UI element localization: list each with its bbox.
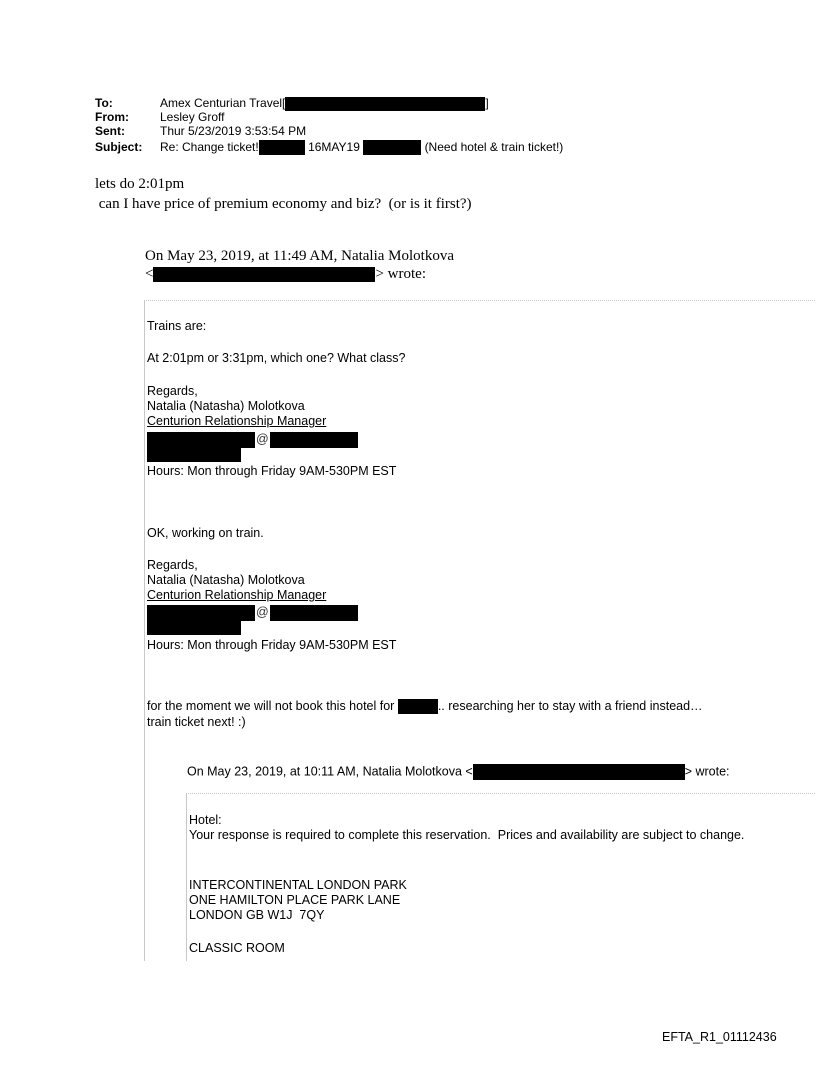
sig-hours: Hours: Mon through Friday 9AM-530PM EST <box>147 464 397 478</box>
redaction-block <box>259 140 305 155</box>
from-value: Lesley Groff <box>160 110 225 124</box>
sig-title: Centurion Relationship Manager <box>147 414 327 428</box>
hotel-note <box>147 699 703 714</box>
reply-line: can I have price of premium economy and biz? (or is it first?) <box>95 196 472 212</box>
room-type: CLASSIC ROOM <box>189 941 285 955</box>
hotel-address-line: ONE HAMILTON PLACE PARK LANE <box>189 893 401 907</box>
quote2-intro-b: > wrote: <box>684 764 730 779</box>
hotel-address <box>189 878 407 923</box>
sig-name: Natalia (Natasha) Molotkova <box>147 399 305 413</box>
from-label: From: <box>95 110 129 124</box>
hotel-block <box>189 813 744 843</box>
hotel-note-b: .. researching her to stay with a friend instead… <box>437 699 703 713</box>
redaction-block <box>285 97 485 111</box>
subject-part2: 16MAY19 <box>308 140 360 154</box>
reply-body <box>95 174 472 214</box>
signature-block <box>147 384 326 429</box>
quote1-intro-line: On May 23, 2019, at 11:49 AM, Natalia Molotkova <box>145 248 454 264</box>
bates-number: EFTA_R1_01112436 <box>662 1030 777 1044</box>
to-name: Amex Centurian Travel[ <box>160 96 286 110</box>
signature-block <box>147 558 326 603</box>
redaction-block <box>147 432 255 448</box>
sig-regards: Regards, <box>147 558 198 572</box>
redaction-block <box>363 140 421 155</box>
train-next: train ticket next! :) <box>147 715 246 729</box>
train-question: At 2:01pm or 3:31pm, which one? What class? <box>147 351 406 365</box>
redaction-block <box>270 605 358 621</box>
sig-hours: Hours: Mon through Friday 9AM-530PM EST <box>147 638 397 652</box>
to-close: ] <box>485 96 489 110</box>
sig-name: Natalia (Natasha) Molotkova <box>147 573 305 587</box>
redaction-block <box>147 448 241 462</box>
sig-at: @ <box>256 432 269 446</box>
redaction-block <box>473 764 685 780</box>
hotel-label: Hotel: <box>189 813 222 827</box>
quote1-wrote: > wrote: <box>375 266 426 282</box>
working-on-train: OK, working on train. <box>147 526 264 540</box>
redaction-block <box>153 267 375 282</box>
quote1-intro <box>145 247 454 283</box>
sent-label: Sent: <box>95 124 125 138</box>
quote1-lt: < <box>145 266 154 282</box>
redaction-block <box>270 432 358 448</box>
hotel-note-a: for the moment we will not book this hotel for <box>147 699 395 713</box>
subject-part1: Re: Change ticket! <box>160 140 259 154</box>
sig-title: Centurion Relationship Manager <box>147 588 327 602</box>
response-required: Your response is required to complete this reservation. Prices and availability are subject to change. <box>189 828 745 842</box>
hotel-name: INTERCONTINENTAL LONDON PARK <box>189 878 407 892</box>
reply-line: lets do 2:01pm <box>95 176 185 192</box>
sig-regards: Regards, <box>147 384 198 398</box>
trains-are: Trains are: <box>147 319 207 333</box>
subject-part3: (Need hotel & train ticket!) <box>424 140 564 154</box>
quote1-intro-line <box>145 265 454 283</box>
quote2-intro-a: On May 23, 2019, at 10:11 AM, Natalia Molotkova < <box>187 764 473 779</box>
sent-value: Thur 5/23/2019 3:53:54 PM <box>160 124 307 138</box>
redaction-block <box>147 621 241 635</box>
redaction-block <box>147 605 255 621</box>
subject-value <box>160 140 563 155</box>
to-label: To: <box>95 96 113 110</box>
to-value <box>160 96 489 111</box>
subject-label: Subject: <box>95 140 143 154</box>
hotel-address-line: LONDON GB W1J 7QY <box>189 908 325 922</box>
redaction-block <box>398 699 438 714</box>
sig-at: @ <box>256 605 269 619</box>
quote2-intro <box>187 764 730 780</box>
